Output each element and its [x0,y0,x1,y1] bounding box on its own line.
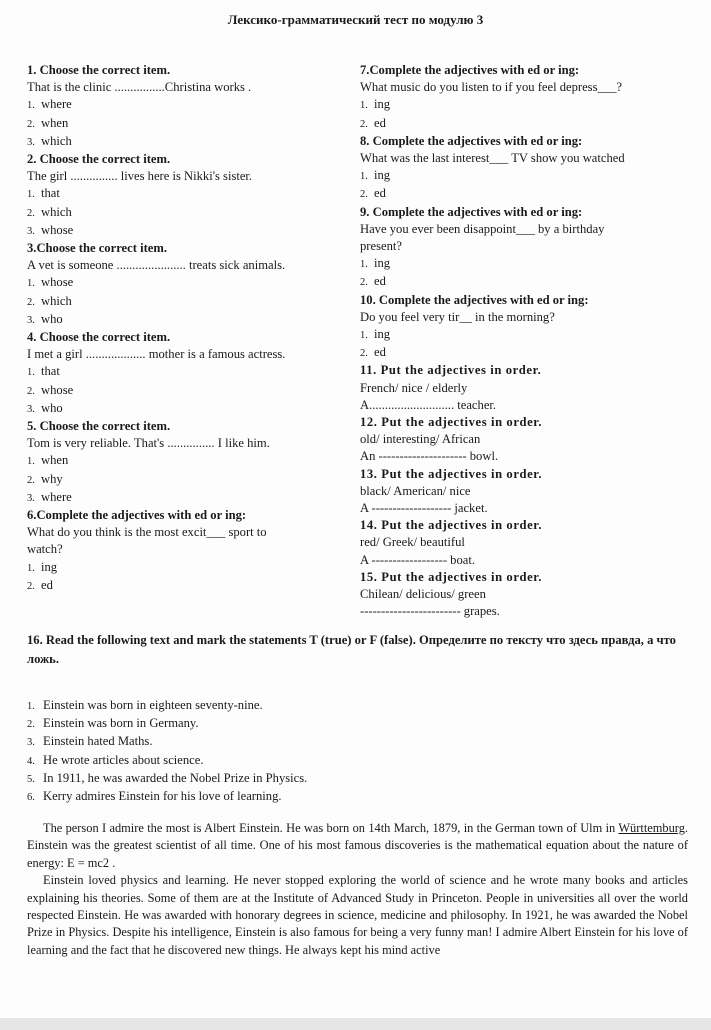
question-text: red/ Greek/ beautiful [360,535,465,550]
option-number: 3. [27,403,35,415]
answer-option [27,311,342,329]
statement-number: 5. [27,773,35,785]
option-text: ed [41,577,53,592]
option-text: ing [41,559,58,574]
question-heading: 7.Complete the adjectives with ed or ing: [360,63,580,77]
statement-item [27,752,687,770]
statement-item [27,788,687,806]
question-text: old/ interesting/ African [360,432,481,447]
question-text: A ------------------ boat. [360,552,476,567]
passage-place-name: Württemburg [618,821,685,835]
option-text: when [41,453,69,468]
answer-option [360,344,695,362]
question-heading: 6.Complete the adjectives with ed or ing: [27,508,247,523]
answer-option [360,167,695,185]
statement-item [27,715,687,733]
question-heading: 4. Choose the correct item. [27,330,171,345]
question-heading: 5. Choose the correct item. [27,419,171,434]
option-text: where [41,489,72,504]
answer-option [360,185,695,203]
statement-text: Einstein was born in Germany. [43,716,199,731]
question-heading: 15. Put the adjectives in order. [360,569,543,584]
question-text: A vet is someone ...................... treats sick animals. [27,258,286,273]
answer-option [27,204,342,222]
right-question-5 [360,362,695,414]
question-heading: 3.Choose the correct item. [27,241,167,256]
answer-option [27,400,342,418]
answer-option [27,274,342,292]
answer-option [27,115,342,133]
answer-option [27,363,342,381]
question-heading: 9. Complete the adjectives with ed or ing: [360,204,583,219]
question-text: Do you feel very tir__ in the morning? [360,309,555,324]
reading-passage [27,820,688,959]
question-text: present? [360,239,402,254]
statement-text: In 1911, he was awarded the Nobel Prize in Physics. [43,770,308,785]
option-text: where [41,97,72,112]
option-text: ed [374,115,386,130]
right-question-8 [360,517,695,569]
option-number: 2. [27,580,35,592]
question-text: What music do you listen to if you feel depress___? [360,80,622,95]
option-text: which [41,293,72,308]
answer-option [27,133,342,151]
option-number: 1. [360,100,368,112]
left-question-1 [27,62,342,151]
answer-option [360,326,695,344]
passage-paragraph-2: Einstein loved physics and learning. He never stopped exploring the world of science and he wrote many books and articles explaining his theories. Some of them are at the Institute of Advanced Study in Princeton. People in universities all over the world respected Einstein. He was awarded with honorary degrees in science, medicine and philosophy. In 1921, he was awarded the Nobel Prize in Physics. Despite his intelligence, Einstein is also famous for being a very funny man! I admire Albert Einstein for his love of learning and the fact that he discovered new things. He always kept his mind active [27,873,688,957]
right-question-3 [360,204,695,292]
left-question-6 [27,507,342,595]
question-text: A........................... teacher. [360,397,497,412]
answer-option [27,382,342,400]
statement-text: Kerry admires Einstein for his love of learning. [43,789,282,804]
option-number: 2. [360,189,368,201]
question-text: black/ American/ nice [360,483,471,498]
answer-option [27,559,342,577]
statement-item [27,770,687,788]
passage-p1-end: . Einstein was the greatest scientist of all time. One of his most famous discoveries is the mathematical equation about the nature of energy: E = mc2 . [27,821,688,870]
option-number: 2. [360,277,368,289]
left-question-4 [27,329,342,418]
answer-option [27,452,342,470]
option-number: 1. [27,367,35,379]
option-number: 3. [27,492,35,504]
question-heading: 8. Complete the adjectives with ed or ing: [360,133,583,148]
right-question-4 [360,292,695,363]
passage-p1-start: The person I admire the most is Albert Einstein. He was born on 14th March, 1879, in the German town of Ulm in [43,821,619,835]
task16-heading: 16. Read the following text and mark the statements T (true) or F (false). Определите по тексту что здесь правда, а что ложь. [27,633,676,666]
option-number: 2. [27,385,35,397]
option-text: ing [374,327,391,342]
statement-number: 6. [27,792,35,804]
right-question-1 [360,62,695,133]
option-number: 1. [360,330,368,342]
question-text: French/ nice / elderly [360,380,468,395]
right-column [360,62,695,621]
option-number: 1. [27,562,35,574]
option-number: 3. [27,314,35,326]
answer-option [27,293,342,311]
option-number: 1. [360,171,368,183]
statement-number: 1. [27,701,35,712]
statement-text: Einstein hated Maths. [43,734,153,749]
option-number: 2. [360,348,368,360]
option-number: 2. [27,118,35,130]
option-text: that [41,186,60,201]
option-number: 1. [360,259,368,271]
option-number: 2. [27,474,35,486]
option-text: whose [41,382,74,397]
option-text: ed [374,186,386,201]
question-text: That is the clinic ................Christina works . [27,80,252,95]
left-column [27,62,342,595]
option-number: 3. [27,136,35,148]
option-text: ing [374,256,391,271]
question-text: ------------------------ grapes. [360,604,500,619]
answer-option [27,471,342,489]
right-question-6 [360,414,695,466]
question-text: Chilean/ delicious/ green [360,587,486,602]
statement-item [27,697,687,715]
option-text: which [41,204,72,219]
statement-item [27,733,687,751]
option-number: 2. [27,207,35,219]
option-number: 1. [27,189,35,201]
option-text: ed [374,345,386,360]
option-text: when [41,115,69,130]
option-text: that [41,364,60,379]
option-number: 1. [27,456,35,468]
answer-option [27,489,342,507]
option-number: 1. [27,100,35,112]
answer-option [360,273,695,291]
option-number: 2. [27,296,35,308]
passage-paragraph-1 [27,820,688,872]
option-number: 3. [27,225,35,237]
question-text: I met a girl ................... mother is a famous actress. [27,347,286,362]
question-text: Have you ever been disappoint___ by a birthday [360,221,605,236]
option-text: who [41,400,63,415]
question-heading: 11. Put the adjectives in order. [360,363,542,378]
left-question-3 [27,240,342,329]
right-question-9 [360,569,695,621]
question-heading: 1. Choose the correct item. [27,63,171,77]
question-text: watch? [27,542,63,557]
option-text: who [41,311,63,326]
option-text: ed [374,274,386,289]
option-number: 2. [360,118,368,130]
question-text: What do you think is the most excit___ sport to [27,525,267,540]
statements-list [27,697,687,806]
question-heading: 14. Put the adjectives in order. [360,518,543,533]
answer-option [27,185,342,203]
statement-number: 4. [27,755,35,767]
question-text: What was the last interest___ TV show you watched [360,151,625,166]
bottom-edge [0,1018,711,1030]
question-text: Tom is very reliable. That's ............... I like him. [27,436,270,451]
question-heading: 10. Complete the adjectives with ed or ing: [360,292,589,307]
answer-option [27,577,342,595]
right-question-7 [360,466,695,518]
answer-option [27,222,342,240]
question-text: An --------------------- bowl. [360,449,499,464]
question-text: The girl ............... lives here is Nikki's sister. [27,169,253,184]
option-text: whose [41,275,74,290]
answer-option [360,96,695,114]
option-text: ing [374,97,391,112]
option-text: why [41,471,63,486]
option-text: ing [374,168,391,183]
right-question-2 [360,133,695,204]
left-question-2 [27,151,342,240]
statement-text: He wrote articles about science. [43,752,204,767]
statement-number: 2. [27,719,35,731]
question-heading: 2. Choose the correct item. [27,152,171,167]
option-text: which [41,133,72,148]
left-question-5 [27,418,342,507]
option-number: 1. [27,278,35,290]
page-title: Лексико-грамматический тест по модулю 3 [227,12,484,27]
option-text: whose [41,222,74,237]
statement-number: 3. [27,737,35,749]
answer-option [360,255,695,273]
question-text: A ------------------- jacket. [360,501,488,516]
question-heading: 13. Put the adjectives in order. [360,466,543,481]
answer-option [27,96,342,114]
question-heading: 12. Put the adjectives in order. [360,415,543,430]
answer-option [360,115,695,133]
statement-text: Einstein was born in eighteen seventy-nine. [43,698,263,712]
